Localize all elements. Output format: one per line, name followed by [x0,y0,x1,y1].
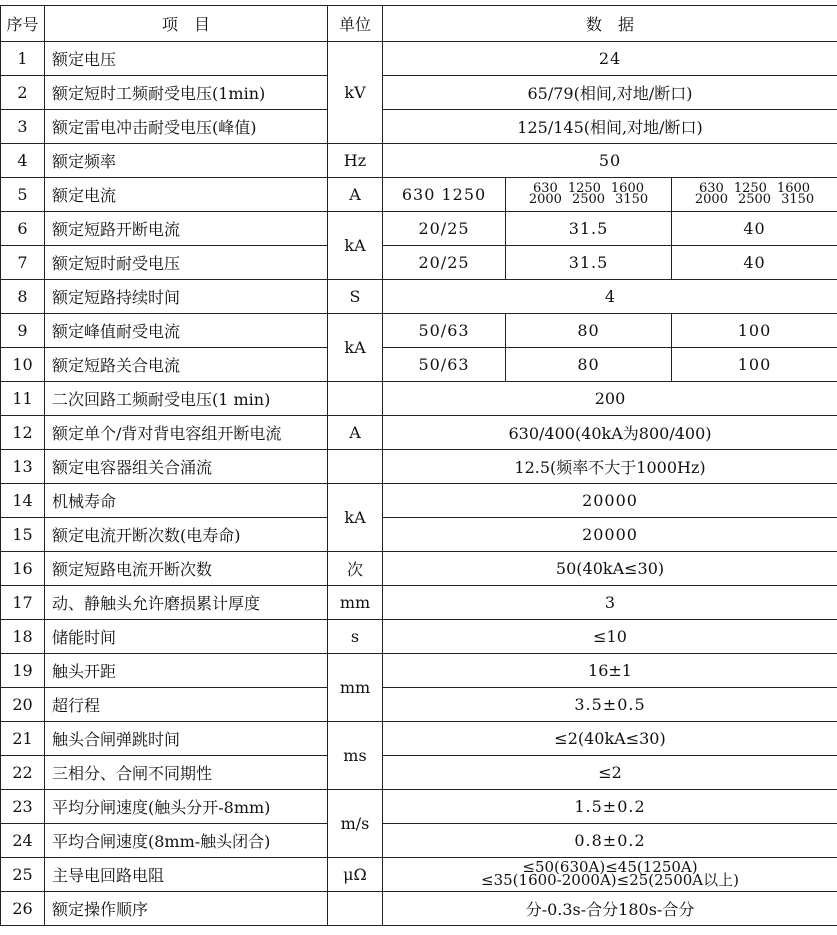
current-2000: 2000 [528,191,562,207]
row-no: 8 [1,280,45,314]
row-no: 5 [1,178,45,212]
table-row [1,484,837,518]
row-unit: A [328,416,383,450]
header-item: 项 目 [45,6,328,42]
row-value: 200 [383,382,837,416]
row-value: 24 [383,42,837,76]
current-3150: 3150 [781,191,815,207]
table-row [1,552,837,586]
current-1600: 1600 [776,180,811,196]
row-value: 3.5±0.5 [383,688,837,722]
table-row [1,450,837,484]
row-unit: ms [328,722,383,790]
row-item: 机械寿命 [45,484,328,518]
row-no: 25 [1,858,45,892]
current-1600: 1600 [610,180,644,196]
row-item: 额定单个/背对背电容组开断电流 [45,416,328,450]
row-item: 额定峰值耐受电流 [45,314,328,348]
current-630: 630 [532,180,558,196]
row-value-1: 20/25 [383,246,506,280]
row-no: 23 [1,790,45,824]
row-unit: mm [328,586,383,620]
header-data: 数 据 [383,6,837,42]
table-row [1,620,837,654]
row-unit: mm [328,654,383,722]
resistance-line-1: ≤50(630A)≤45(1250A) [522,857,698,876]
row-unit: kA [328,484,383,552]
row-value: 65/79(相间,对地/断口) [383,76,837,110]
current-2500: 2500 [737,191,772,207]
table-row [1,212,837,246]
row-no: 21 [1,722,45,756]
row-value-1: 50/63 [383,348,506,382]
row-item: 平均分闸速度(触头分开-8mm) [45,790,328,824]
row-no: 9 [1,314,45,348]
row-item: 储能时间 [45,620,328,654]
row-unit-empty [328,382,383,416]
current-1250: 1250 [567,180,601,196]
row-value-1: 50/63 [383,314,506,348]
row-item: 超行程 [45,688,328,722]
row-value: 12.5(频率不大于1000Hz) [383,450,837,484]
table-row [1,518,837,552]
table-row [1,892,837,926]
table-row [1,42,837,76]
row-value-1: 630 1250 [383,178,506,212]
row-value: 0.8±0.2 [383,824,837,858]
row-unit-empty [328,450,383,484]
row-item: 额定操作顺序 [45,892,328,926]
row-value: 3 [383,586,837,620]
table-row [1,246,837,280]
row-no: 26 [1,892,45,926]
table-row [1,178,837,212]
row-no: 18 [1,620,45,654]
row-value-3: 40 [672,246,837,280]
current-3150: 3150 [615,191,649,207]
row-value-2: 80 [506,314,672,348]
row-item: 三相分、合闸不同期性 [45,756,328,790]
row-item: 额定雷电冲击耐受电压(峰值) [45,110,328,144]
table-row [1,722,837,756]
row-value-3: 40 [672,212,837,246]
row-value: 20000 [383,484,837,518]
table-row [1,756,837,790]
row-value: ≤2(40kA≤30) [383,722,837,756]
table-row [1,348,837,382]
row-no: 12 [1,416,45,450]
table-row [1,110,837,144]
row-value-3: 100 [672,314,837,348]
row-item: 额定电流 [45,178,328,212]
row-value-3 [672,178,837,212]
table-row [1,858,837,892]
row-unit: μΩ [328,858,383,892]
table-row [1,314,837,348]
row-value: 分-0.3s-合分180s-合分 [383,892,837,926]
table-row [1,688,837,722]
header-no: 序号 [1,6,45,42]
current-1250: 1250 [733,180,767,196]
row-value-2: 80 [506,348,672,382]
row-item: 触头合闸弹跳时间 [45,722,328,756]
row-no: 6 [1,212,45,246]
row-no: 14 [1,484,45,518]
resistance-line-2: ≤35(1600-2000A)≤25(2500A以上) [481,870,739,889]
current-2500: 2500 [571,191,606,207]
row-value: 20000 [383,518,837,552]
row-no: 7 [1,246,45,280]
table-row [1,654,837,688]
current-2000: 2000 [694,191,728,207]
row-item: 额定电流开断次数(电寿命) [45,518,328,552]
row-unit-empty [328,892,383,926]
row-no: 24 [1,824,45,858]
row-item: 额定短路关合电流 [45,348,328,382]
row-no: 17 [1,586,45,620]
row-value: 16±1 [383,654,837,688]
row-no: 13 [1,450,45,484]
row-value-2 [506,178,672,212]
row-unit: S [328,280,383,314]
table-row [1,586,837,620]
header-row [1,6,837,42]
row-no: 10 [1,348,45,382]
row-value: 50(40kA≤30) [383,552,837,586]
table-row [1,382,837,416]
row-unit: kV [328,42,383,144]
row-value: 125/145(相间,对地/断口) [383,110,837,144]
table-row [1,790,837,824]
row-value-3: 100 [672,348,837,382]
row-unit: Hz [328,144,383,178]
row-item: 主导电回路电阻 [45,858,328,892]
table-row [1,76,837,110]
spec-table [0,5,837,926]
row-value: ≤2 [383,756,837,790]
row-value-1: 20/25 [383,212,506,246]
row-item: 二次回路工频耐受电压(1 min) [45,382,328,416]
header-unit: 单位 [328,6,383,42]
row-item: 额定短时工频耐受电压(1min) [45,76,328,110]
row-unit: 次 [328,552,383,586]
row-value [383,858,837,892]
row-value: ≤10 [383,620,837,654]
row-item: 额定短路持续时间 [45,280,328,314]
row-unit: s [328,620,383,654]
table-row [1,824,837,858]
row-unit: kA [328,314,383,382]
row-item: 额定电容器组关合涌流 [45,450,328,484]
row-unit: kA [328,212,383,280]
row-item: 额定短路开断电流 [45,212,328,246]
row-value: 50 [383,144,837,178]
row-no: 1 [1,42,45,76]
row-no: 11 [1,382,45,416]
table-row [1,280,837,314]
row-item: 额定电压 [45,42,328,76]
row-value: 4 [383,280,837,314]
row-unit: A [328,178,383,212]
row-value: 630/400(40kA为800/400) [383,416,837,450]
row-no: 20 [1,688,45,722]
row-item: 动、静触头允许磨损累计厚度 [45,586,328,620]
row-item: 额定短时耐受电压 [45,246,328,280]
row-no: 3 [1,110,45,144]
row-item: 触头开距 [45,654,328,688]
row-no: 4 [1,144,45,178]
row-item: 平均合闸速度(8mm-触头闭合) [45,824,328,858]
row-no: 15 [1,518,45,552]
row-value-2: 31.5 [506,246,672,280]
table-row [1,144,837,178]
row-no: 22 [1,756,45,790]
row-no: 2 [1,76,45,110]
row-item: 额定短路电流开断次数 [45,552,328,586]
current-630: 630 [699,180,724,196]
row-unit: m/s [328,790,383,858]
row-no: 16 [1,552,45,586]
row-value: 1.5±0.2 [383,790,837,824]
table-row [1,416,837,450]
row-item: 额定频率 [45,144,328,178]
row-value-2: 31.5 [506,212,672,246]
row-no: 19 [1,654,45,688]
